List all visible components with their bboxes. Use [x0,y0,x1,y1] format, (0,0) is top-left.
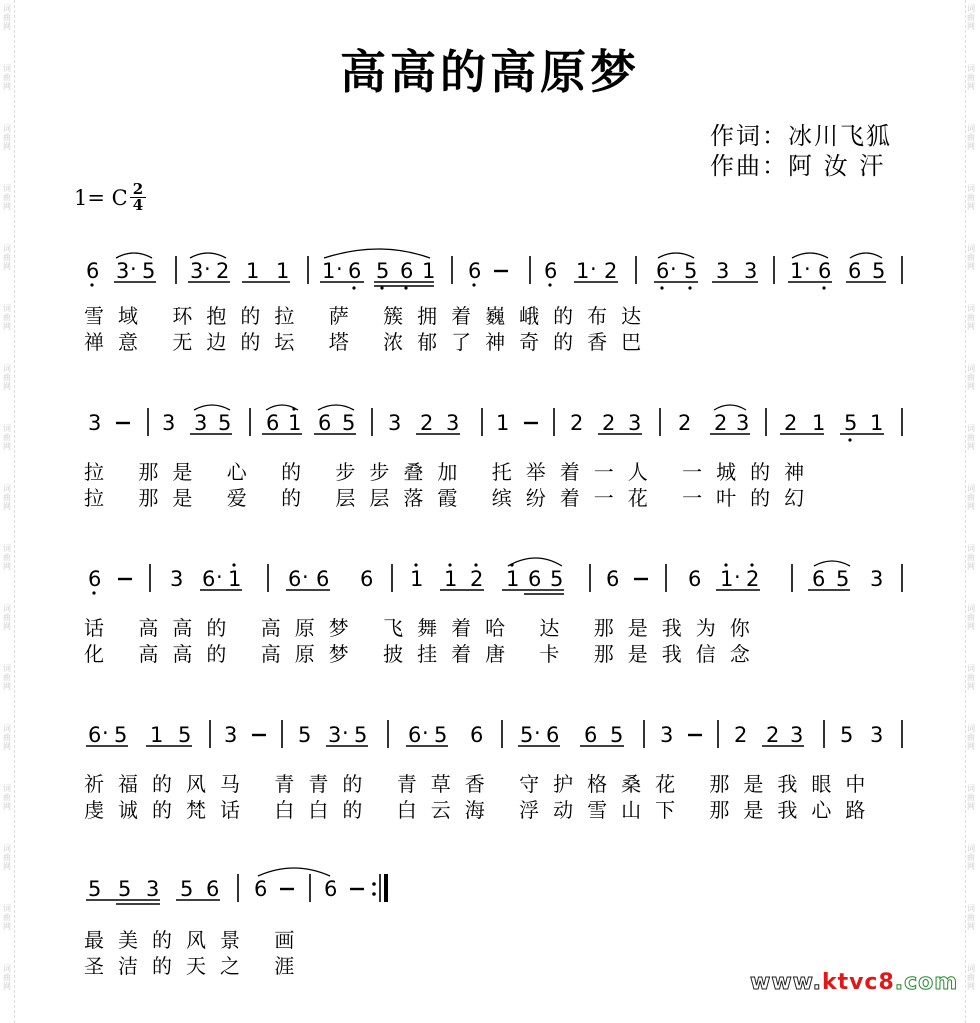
key-signature: 1= C [74,186,128,210]
svg-text:1: 1 [150,723,164,747]
svg-text:5: 5 [342,411,356,435]
svg-text:1: 1 [812,411,826,435]
notation-line-4 [84,718,904,754]
svg-text:1: 1 [288,411,302,435]
svg-text:6: 6 [348,259,362,283]
lyric-line-2a: 拉 那是 心 的 步步叠加 托举着一人 一城的神 [84,460,819,484]
margin-watermark: 词 曲 网 [3,4,11,31]
svg-text:5: 5 [118,877,132,901]
svg-text:2: 2 [678,411,692,435]
notation-line-5-graphic [84,872,444,908]
svg-text:6: 6 [324,877,338,901]
svg-text:6: 6 [468,259,482,283]
svg-text:6: 6 [606,567,620,591]
margin-watermark: 词 曲 网 [967,724,975,751]
margin-watermark: 词 曲 网 [967,64,975,91]
svg-text:6: 6 [202,567,216,591]
svg-text:5: 5 [180,877,194,901]
svg-text:3: 3 [162,411,176,435]
svg-text:5: 5 [354,723,368,747]
margin-watermark: 词 曲 网 [967,844,975,871]
svg-text:2: 2 [766,723,780,747]
margin-watermark: 词 曲 网 [967,784,975,811]
svg-text:·: · [102,721,109,745]
margin-watermark: 词 曲 网 [3,124,11,151]
margin-watermark: 词 曲 网 [3,424,11,451]
svg-text:5: 5 [844,411,858,435]
svg-text:5: 5 [684,259,698,283]
svg-text:3: 3 [870,567,884,591]
svg-text:6: 6 [528,567,542,591]
svg-text:·: · [670,257,677,281]
svg-text:3: 3 [146,877,160,901]
svg-text:6: 6 [206,877,220,901]
margin-watermark: 词 曲 网 [967,904,975,931]
lyric-line-1a: 雪域 环抱的拉 萨 簇拥着巍峨的布达 [84,304,656,328]
svg-text:6: 6 [254,877,268,901]
svg-text:6: 6 [408,723,422,747]
svg-text:1: 1 [576,259,590,283]
svg-text:1: 1 [322,259,336,283]
notation-line-2-graphic [84,406,904,442]
svg-text:1: 1 [790,259,804,283]
svg-text:3: 3 [170,567,184,591]
svg-text:3: 3 [224,723,238,747]
margin-watermark: 词 曲 网 [3,244,11,271]
lyric-line-3b: 化 高高的 高原梦 披挂着唐 卡 那是我信念 [84,642,764,666]
svg-text:·: · [590,257,597,281]
svg-text:1: 1 [444,567,458,591]
svg-text:2: 2 [602,411,616,435]
svg-text:3: 3 [194,411,208,435]
composer-credit: 作曲：阿 汝 汗 [710,152,886,180]
lyricist-credit: 作词：冰川飞狐 [710,122,892,150]
svg-text:1: 1 [422,259,436,283]
svg-text:3: 3 [716,259,730,283]
svg-text:3: 3 [628,411,642,435]
svg-text:5: 5 [376,259,390,283]
svg-text:·: · [302,565,309,589]
lyric-line-3a: 话 高高的 高原梦 飞舞着哈 达 那是我为你 [84,616,764,640]
notation-line-1-graphic [84,254,904,290]
notation-line-2 [84,406,904,442]
svg-text:6: 6 [400,259,414,283]
margin-watermark: 词 曲 网 [3,484,11,511]
svg-text:3: 3 [790,723,804,747]
lyric-line-1b: 禅意 无边的坛 塔 浓郁了神奇的香巴 [84,330,656,354]
notation-line-3 [84,562,904,598]
svg-text:5: 5 [142,259,156,283]
margin-watermark: 词 曲 网 [967,484,975,511]
svg-text:6: 6 [688,567,702,591]
svg-text:5: 5 [218,411,232,435]
svg-text:6: 6 [812,567,826,591]
svg-text:3: 3 [744,259,758,283]
svg-text:1: 1 [228,567,242,591]
svg-text:1: 1 [410,567,424,591]
website-watermark [750,970,958,995]
svg-text:6: 6 [546,723,560,747]
time-signature-bottom: 4 [132,196,144,214]
margin-watermark: 词 曲 网 [967,4,975,31]
notation-line-1 [84,254,904,290]
svg-text:·: · [130,257,137,281]
margin-watermark: 词 曲 网 [967,424,975,451]
margin-watermark: 词 曲 网 [3,544,11,571]
notation-line-3-graphic [84,562,904,598]
svg-text:1: 1 [496,411,510,435]
svg-text:3: 3 [870,723,884,747]
svg-text:2: 2 [746,567,760,591]
svg-text:5: 5 [114,723,128,747]
svg-text:2: 2 [734,723,748,747]
notation-line-5 [84,872,904,908]
svg-text:1: 1 [276,259,290,283]
svg-text:6: 6 [470,723,484,747]
svg-text:5: 5 [520,723,534,747]
svg-text:6: 6 [656,259,670,283]
svg-text:6: 6 [818,259,832,283]
svg-text:2: 2 [470,567,484,591]
time-signature [130,182,146,213]
svg-text:3: 3 [88,411,102,435]
svg-text:1: 1 [720,567,734,591]
svg-text:2: 2 [570,411,584,435]
lyric-line-4b: 虔诚的梵话 白白的 白云海 浮动雪山下 那是我心路 [84,798,880,822]
svg-text:6: 6 [848,259,862,283]
svg-text:6: 6 [88,723,102,747]
svg-text:3: 3 [736,411,750,435]
svg-text:·: · [204,257,211,281]
margin-watermark: 词 曲 网 [3,784,11,811]
website-part-1: www. [750,970,822,995]
margin-watermark: 词 曲 网 [3,724,11,751]
margin-watermark: 词 曲 网 [967,604,975,631]
svg-text:2: 2 [784,411,798,435]
margin-watermark: 词 曲 网 [967,544,975,571]
margin-watermark: 词 曲 网 [3,364,11,391]
margin-watermark: 词 曲 网 [967,184,975,211]
svg-text:5: 5 [88,877,102,901]
svg-text:6: 6 [88,567,102,591]
margin-watermark: 词 曲 网 [3,844,11,871]
svg-text:5: 5 [434,723,448,747]
svg-text:·: · [336,257,343,281]
website-part-2: ktvc8 [821,970,895,995]
margin-watermark: 词 曲 网 [967,664,975,691]
svg-text:2: 2 [216,259,230,283]
svg-text:·: · [804,257,811,281]
svg-text:6: 6 [584,723,598,747]
svg-text:·: · [534,721,541,745]
svg-text:2: 2 [420,411,434,435]
margin-watermark: 词 曲 网 [967,964,975,991]
svg-text:5: 5 [610,723,624,747]
svg-text:·: · [216,565,223,589]
svg-text:6: 6 [318,411,332,435]
svg-text:5: 5 [178,723,192,747]
svg-text:6: 6 [266,411,280,435]
lyric-line-4a: 祈福的风马 青青的 青草香 守护格桑花 那是我眼中 [84,772,880,796]
margin-watermark: 词 曲 网 [3,304,11,331]
time-signature-top: 2 [130,182,146,198]
svg-text:2: 2 [714,411,728,435]
margin-watermark: 词 曲 网 [3,904,11,931]
svg-text:6: 6 [316,567,330,591]
svg-text:6: 6 [86,259,100,283]
svg-text:1: 1 [506,567,520,591]
svg-text:·: · [422,721,429,745]
svg-text:1: 1 [870,411,884,435]
svg-text:2: 2 [604,259,618,283]
svg-text:5: 5 [840,723,854,747]
svg-text:1: 1 [246,259,260,283]
lyric-line-5a: 最美的风景 画 [84,928,309,952]
svg-text:5: 5 [298,723,312,747]
lyric-line-2b: 拉 那是 爱 的 层层落霞 缤纷着一花 一叶的幻 [84,486,819,510]
website-part-3: .com [894,970,959,995]
svg-text:3: 3 [660,723,674,747]
svg-text:·: · [734,565,741,589]
margin-watermark: 词 曲 网 [967,124,975,151]
margin-watermark: 词 曲 网 [3,604,11,631]
lyric-line-5b: 圣洁的天之 涯 [84,954,309,978]
margin-watermark: 词 曲 网 [3,964,11,991]
svg-text:3: 3 [190,259,204,283]
svg-text:5: 5 [836,567,850,591]
margin-watermark: 词 曲 网 [967,244,975,271]
margin-watermark: 词 曲 网 [967,304,975,331]
song-title: 高高的高原梦 [340,45,640,99]
svg-text:5: 5 [550,567,564,591]
svg-text:5: 5 [872,259,886,283]
svg-text:3: 3 [446,411,460,435]
svg-text:3: 3 [388,411,402,435]
svg-text:6: 6 [360,567,374,591]
svg-text:·: · [342,721,349,745]
svg-text:6: 6 [288,567,302,591]
svg-text:6: 6 [544,259,558,283]
margin-watermark: 词 曲 网 [3,184,11,211]
margin-watermark: 词 曲 网 [967,364,975,391]
margin-watermark: 词 曲 网 [3,64,11,91]
svg-text:3: 3 [116,259,130,283]
notation-line-4-graphic [84,718,904,754]
margin-watermark: 词 曲 网 [3,664,11,691]
svg-text:3: 3 [328,723,342,747]
